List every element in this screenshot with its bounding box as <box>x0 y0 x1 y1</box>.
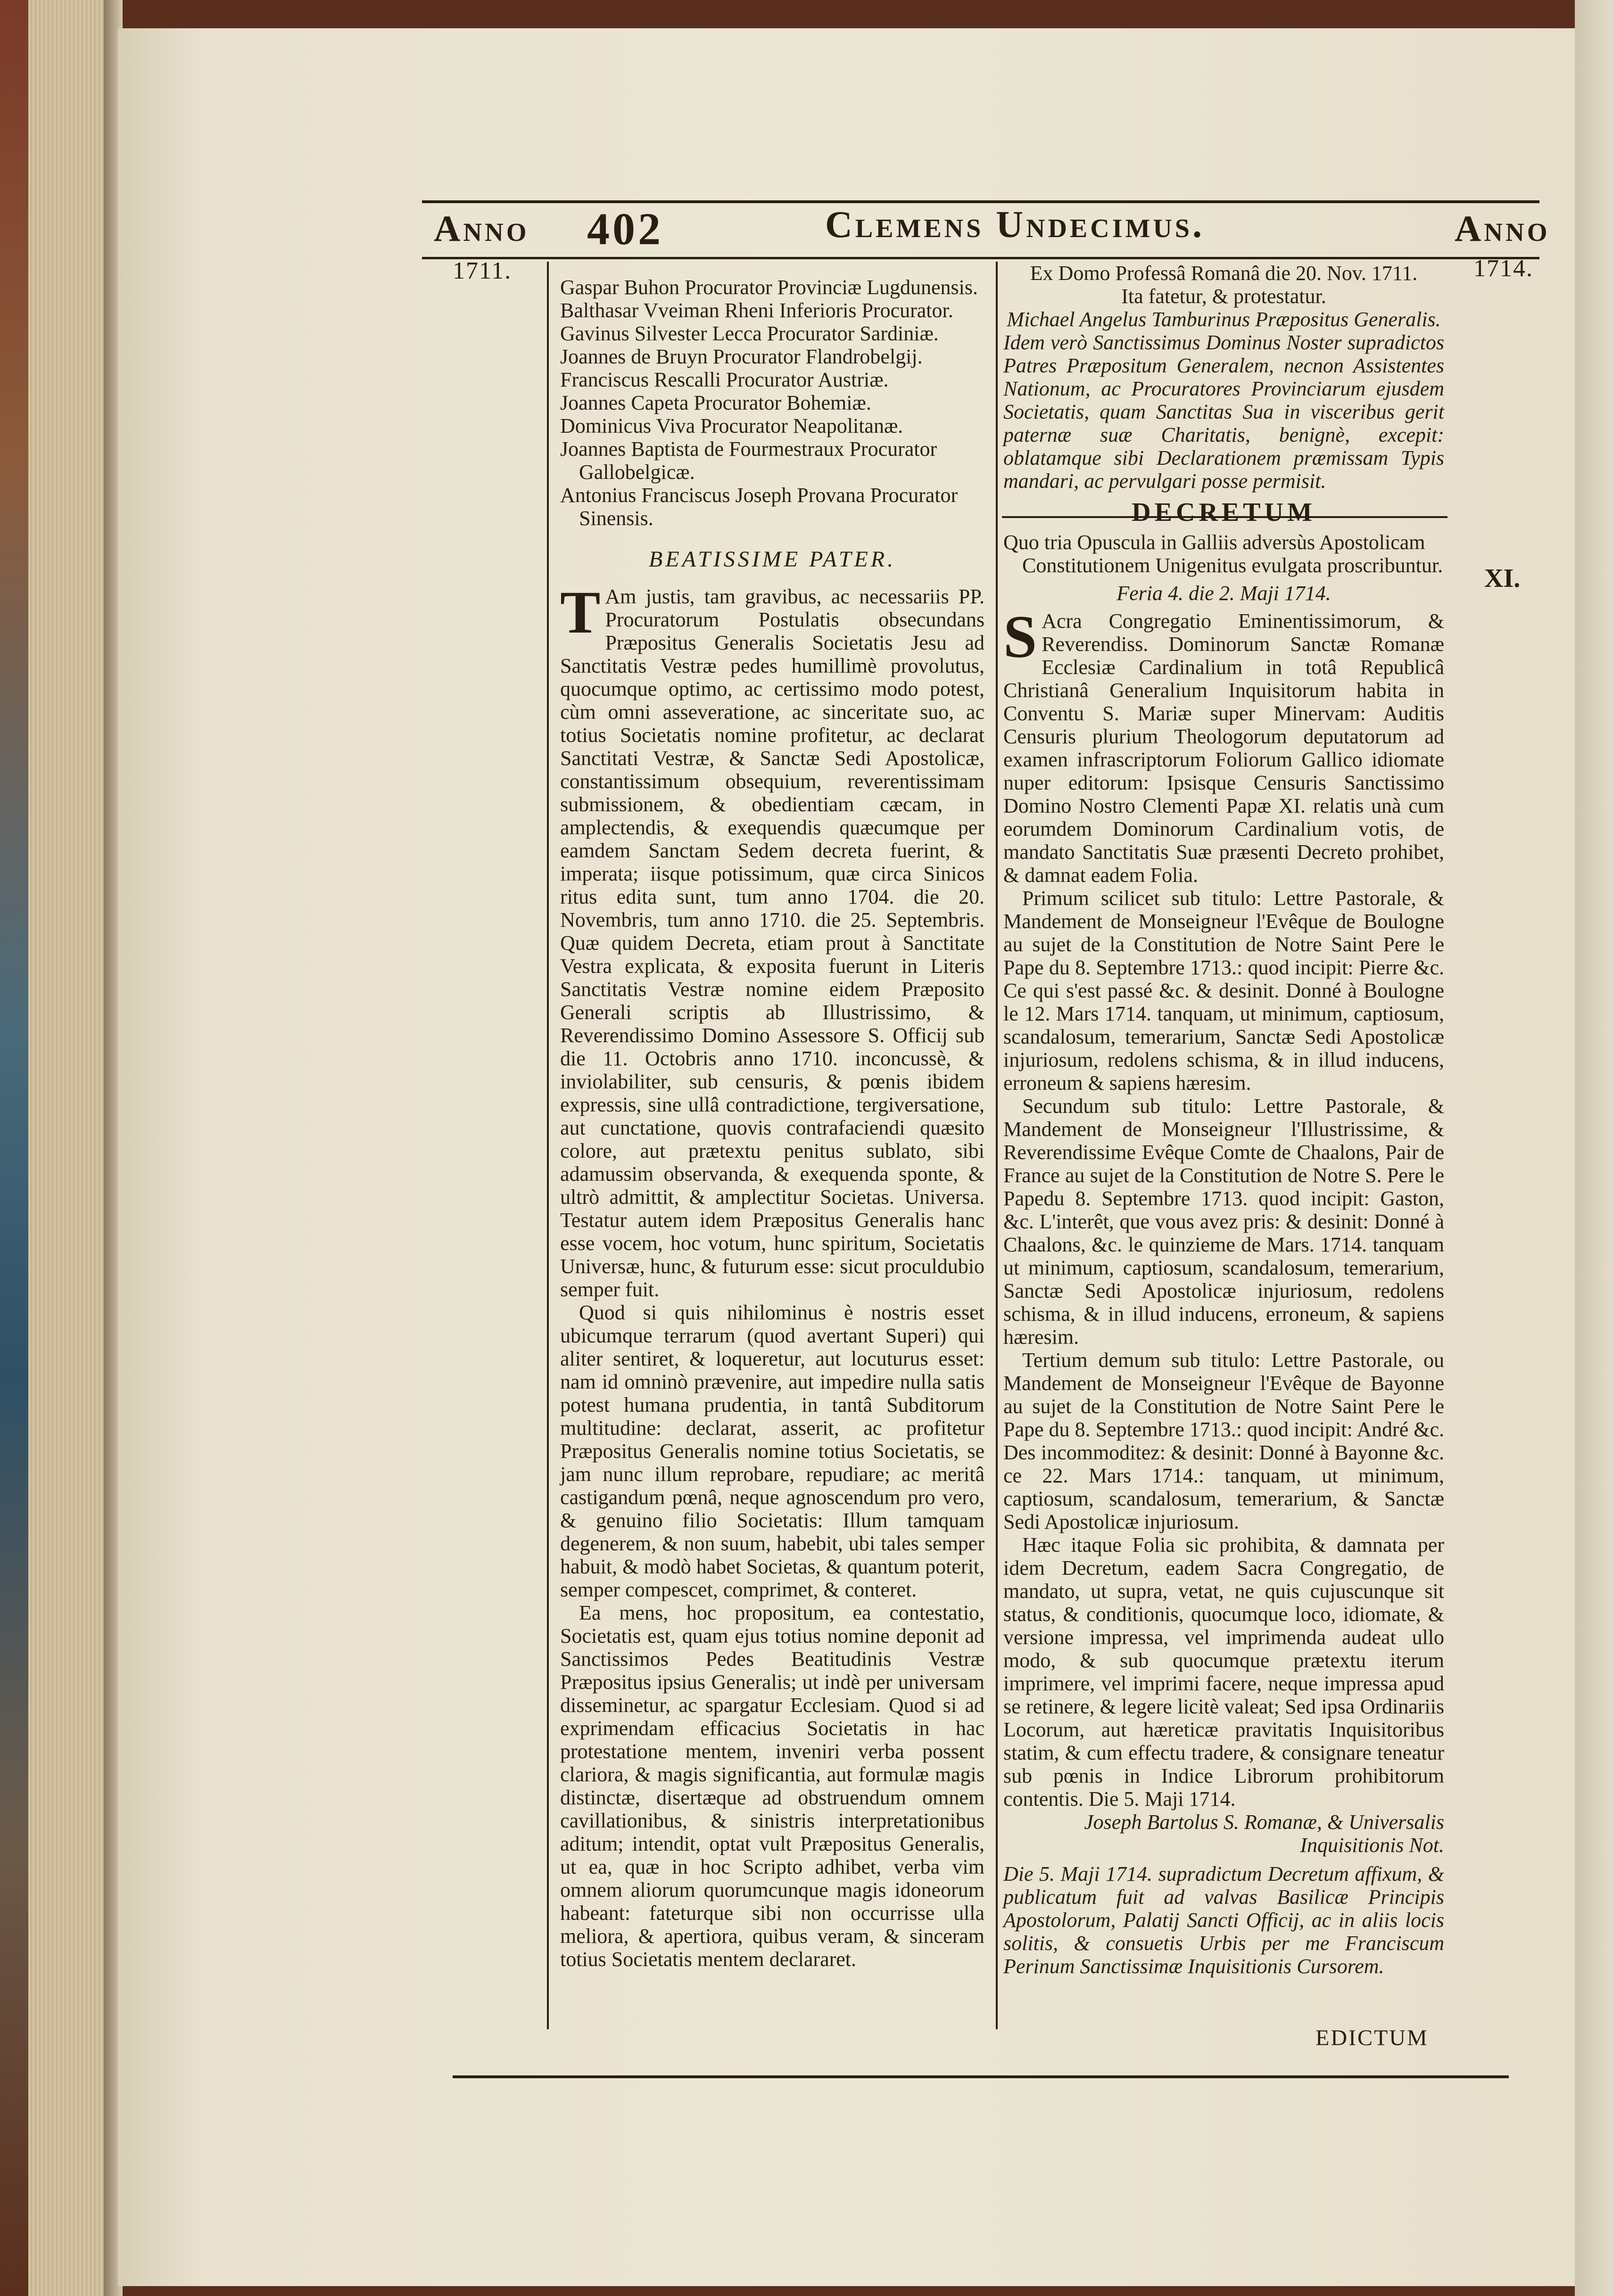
facing-page-edge <box>1575 0 1613 2296</box>
signatory-line: Balthasar Vveiman Rheni Inferioris Procurator. <box>560 299 953 322</box>
paragraph <box>1003 603 1444 887</box>
paragraph: Hæc itaque Folia sic prohibita, & damnata per idem Decretum, eadem Sacra Congregatio, de mandato, ut supra, vetat, ne quis cujuscunque sit status, & conditionis, quocumque loco, idiomate, & versione impressa, vel imprimenda audeat ullo modo, & sub quocumque prætextu iterum imprimere, vel imprimi facere, neque impressa apud se retinere, & legere licitè valeat; Sed ipsa Ordinariis Locorum, aut hæreticæ pravitatis Inquisitoribus statim, & cum effectu tradere, & consignare teneatur sub pœnis in Indice Librorum prohibitorum contentis. Die 5. Maji 1714. <box>1003 1533 1444 1810</box>
paragraph: Secundum sub titulo: Lettre Pastorale, & Mandement de Monseigneur l'Illustrissime, & Reverendissime Evêque Comte de Chaalons, Pair de France au sujet de la Constitution de Notre S. Pere le Papedu 8. Septembre 1713. quod incipit: Gaston, &c. L'interêt, que vous avez pris: & desinit: Donné à Chaalons, &c. le quinzieme de Mars. 1714. tanquam ut minimum, captiosum, scandalosum, temerarium, Sanctæ Sedi Apostolicæ injuriosum, redolens schisma, & in illud inducens, erroneum, & sapiens hæresim. <box>1003 1095 1444 1349</box>
year-right: 1714. <box>1473 255 1533 282</box>
paragraph: Tertium demum sub titulo: Lettre Pastorale, ou Mandement de Monseigneur l'Evêque de Bayonne au sujet de la Constitution de Notre Saint Pere le Pape du 8. Septembre 1713.: quod incipit: André &c. Des incommoditez: & desinit: Donné à Bayonne &c. ce 22. Mars 1714.: tanquam, ut minimum, captiosum, scandalosum, temerarium, & Sanctæ Sedi Apostolicæ injuriosum. <box>1003 1349 1444 1533</box>
drop-cap: T <box>560 579 601 646</box>
book-cover-edge <box>0 0 28 2296</box>
page-stack-edge <box>28 0 104 2296</box>
paragraph: Quod si quis nihilominus è nostris esset ubicumque terrarum (quod avertant Superi) qui aliter sentiret, & loqueretur, aut locuturus esset: nam id omninò prævenire, aut impedire nulla satis potest humana prudentia, in tantâ Subditorum multitudine: declarat, asserit, ac profitetur Præpositus Generalis nomine totius Societatis, se jam nunc illum reprobare, repudiare; ac meritâ castigandum pœnâ, neque agnoscendum pro vero, & genuino filio Societatis: Illum tamquam degenerem, & non suum, habebit, ubi tales semper habuit, & modò habet Societas, & quantum poterit, semper compescet, comprimet, & conteret. <box>560 1301 984 1601</box>
decretum-subtitle: Quo tria Opuscula in Galliis adversùs Apostolicam Constitutionem Unigenitus evulgata proscribuntur. <box>1003 531 1443 577</box>
notary-signature: Joseph Bartolus S. Romanæ, & Universalis Inquisitionis Not. <box>1084 1810 1444 1857</box>
signatory-line: Franciscus Rescalli Procurator Austriæ. <box>560 368 889 391</box>
signatory-name: Michael Angelus Tamburinus Præpositus Generalis. <box>1007 308 1441 331</box>
paragraph: Ea mens, hoc propositum, ea contestatio, Societatis est, quam ejus totius nomine deponit ad Sanctissimos Pedes Beatitudinis Vestræ Præpositus ipsius Generalis; ut indè per universam disseminetur, ac spargatur Ecclesiam. Quod si ad exprimendam efficacius Societatis in hac protestatione mentem, inveniri verba possent clariora, & magis significantia, aut formulæ magis distinctæ, disertæque ad obstruendum omnem cavillationibus, & sinistris interpretationibus aditum; intendit, optat vult Præpositus Generalis, ut ea, quæ in hoc Scripto adhibet, verba vim omnem aliorum quorumcunque magis idoneorum habeant: fateturque sibi non occurrisse ulla meliora, & apertiora, quibus veram, & sinceram totius Societatis mentem declararet. <box>560 1601 984 1971</box>
running-title: Clemens Undecimus. <box>825 204 1205 246</box>
paragraph: Primum scilicet sub titulo: Lettre Pastorale, & Mandement de Monseigneur l'Evêque de Boulogne au sujet de la Constitution de Notre Saint Pere le Pape du 8. Septembre 1713.: quod incipit: Pierre &c. Ce qui s'est passé &c. & desinit. Donné à Boulogne le 12. Mars 1714. tanquam, ut minimum, captiosum, scandalosum, temerarium, Sanctæ Sedi Apostolicæ injuriosum, redolens schisma, & in illud inducens, erroneum & sapiens hæresim. <box>1003 887 1444 1095</box>
feria-date: Feria 4. die 2. Maji 1714. <box>1117 582 1331 605</box>
publication-note: Die 5. Maji 1714. supradictum Decretum affixum, & publicatum fuit ad valvas Basilicæ Principis Apostolorum, Palatij Sancti Officij, ac in aliis locis solitis, & consuetis Urbis per me Franciscum Perinum Sanctissimæ Inquisitionis Cursorem. <box>1003 1862 1444 1978</box>
signatory-line: Antonius Franciscus Joseph Provana Procurator Sinensis. <box>560 484 958 530</box>
anno-left: Anno <box>434 208 529 249</box>
signatory-line: Gavinus Silvester Lecca Procurator Sardiniæ. <box>560 322 939 345</box>
left-column-rule <box>547 262 549 2029</box>
paragraph-text: Acra Congregatio Eminentissimorum, & Reverendiss. Dominorum Sanctæ Romanæ Ecclesiæ Cardinalium in totâ Republicâ Christianâ Generalium Inquisitorum habita in Conventu S. Mariæ super Minervam: Auditis Censuris plurium Theologorum deputatorum ad examen infrascriptorum Foliorum Gallico idiomate nuper editorum: Ipsisque Censuris Sanctissimo Domino Nostro Clementi Papæ XI. relatis unà cum eorumdem Dominorum Cardinalium votis, de mandato Sanctitatis Suæ præsenti Decreto prohibet, & damnat eadem Folia. <box>1003 609 1444 887</box>
section-heading: BEATISSIME PATER. <box>648 547 896 572</box>
paragraph-text: Am justis, tam gravibus, ac necessariis PP. Procuratorum Postulatis obsecundans Præpositus Generalis Societatis Jesu ad Sanctitatis Vestræ pedes humillimè provolutus, quocumque optimo, ac certissimo modo potest, cùm omni asseveratione, ac sinceritate suo, ac totius Societatis nomine profitetur, ac declarat Sanctitati Vestræ, & Sanctæ Sedi Apostolicæ, constantissimum obsequium, reverentissimam submissionem, & obedientiam cæcam, in amplectendis, & exequendis quæcumque per eamdem Sanctam Sedem decreta fuerint, & imperata; iisque potissimum, quæ circa Sinicos ritus edita sunt, tum anno 1704. die 20. Novembris, tum anno 1710. die 25. Septembris. Quæ quidem Decreta, etiam prout à Sanctitate Vestra explicata, & exposita fuerunt in Literis Sanctitatis Vestræ nomine eidem Præposito Generali scriptis ab Illustrissimo, & Reverendissimo Domino Assessore S. Officij sub die 11. Octobris anno 1710. inconcussè, & inviolabiliter, sub censuris, & pœnis ibidem expressis, sine ullâ contradictione, tergiversatione, aut cunctatione, quovis contrafaciendi quæsito colore, aut prætextu penitus sublato, sibi adamussim observanda, & exequenda sponte, & ultrò admittit, & amplectitur Societas. Universa. Testatur autem idem Præpositus Generalis hanc esse vocem, hoc votum, hunc spiritum, Societatis Universæ, hunc, & futurum esse: sicut proculdubio semper fuit. <box>560 585 984 1301</box>
signatory-line: Gaspar Buhon Procurator Provinciæ Lugdunensis. <box>560 276 978 299</box>
date-line: Ex Domo Professâ Romanâ die 20. Nov. 1711. <box>1030 262 1418 285</box>
drop-cap: S <box>1003 603 1037 670</box>
paragraph <box>560 579 984 1301</box>
anno-right: Anno <box>1455 208 1550 249</box>
right-column <box>1003 262 1444 1978</box>
signatory-line: Joannes Capeta Procurator Bohemiæ. <box>560 391 871 414</box>
bottom-rule <box>453 2075 1509 2078</box>
catchword: EDICTUM <box>1315 2025 1429 2050</box>
attestation-text: Idem verò Sanctissimus Dominus Noster supradictos Patres Præpositum Generalem, necnon Assistentes Nationum, ac Procuratores Provinciarum ejusdem Societatis, quam Sanctitas Sua in visceribus gerit paternæ suæ Charitatis, benignè, excepit: oblatamque sibi Declarationem præmissam Typis mandari, ac pervulgari posse permisit. <box>1003 331 1444 493</box>
signatory-line: Joannes Baptista de Fourmestraux Procurator Gallobelgicæ. <box>560 437 937 484</box>
margin-number: XI. <box>1484 564 1521 593</box>
column-divider <box>996 262 998 2029</box>
signatory-line: Joannes de Bruyn Procurator Flandrobelgij. <box>560 345 923 368</box>
header-rule <box>422 257 1539 259</box>
page-number: 402 <box>587 204 663 254</box>
year-left: 1711. <box>453 257 512 284</box>
left-column <box>560 276 984 1971</box>
signatory-line: Dominicus Viva Procurator Neapolitanæ. <box>560 414 903 437</box>
decretum-heading: DECRETUM <box>1132 498 1316 527</box>
affirmation-line: Ita fatetur, & protestatur. <box>1121 285 1326 308</box>
